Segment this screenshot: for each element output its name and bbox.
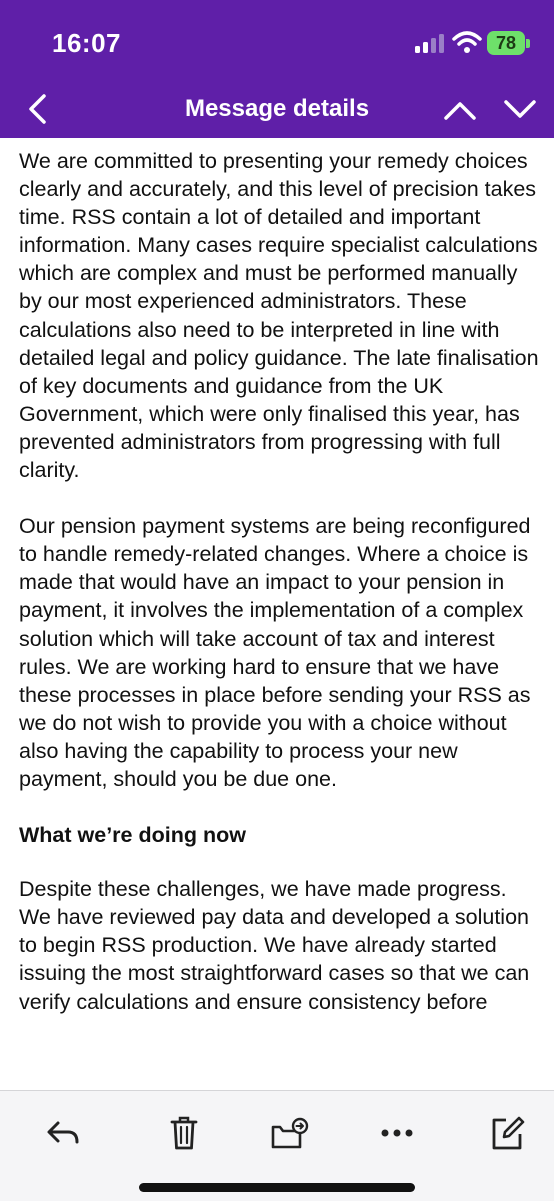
header-bar [0,0,554,138]
battery-tip [526,39,530,48]
battery-level: 78 [495,33,517,53]
message-body [19,147,539,1087]
chevron-up-icon[interactable] [440,92,480,128]
section-heading: What we’re doing now [19,823,246,848]
page-title: Message details [184,95,370,122]
more-icon[interactable] [377,1113,417,1153]
trash-icon[interactable] [164,1113,204,1153]
move-to-folder-icon[interactable] [270,1113,310,1153]
battery-charging-icon [487,31,525,55]
compose-icon[interactable] [488,1113,528,1153]
paragraph: We are committed to presenting your remedy choices clearly and accurately, and this level of precision takes time. RSS contain a lot of detailed and important information. Many cases require specialist calculations which are complex and must be performed manually by our most experienced administrators. These calculations also need to be interpreted in line with detailed legal and policy guidance. The late finalisation of key documents and guidance from the UK Government, which were only finalised this year, has prevented administrators from progressing with full clarity. [19,149,539,483]
chevron-down-icon[interactable] [500,92,540,128]
wifi-icon [452,30,482,54]
paragraph: Despite these challenges, we have made progress. We have reviewed pay data and developed a solution to begin RSS production. We have already started issuing the most straightforward cases so that we can verify calculations and ensure consistency before [19,877,530,1014]
status-time: 16:07 [52,28,121,58]
signal-icon [415,33,445,53]
reply-icon[interactable] [44,1113,84,1153]
paragraph: Our pension payment systems are being reconfigured to handle remedy-related changes. Where a choice is made that would have an impact to your pension in payment, it involves the implementation of a complex solution which will take account of tax and interest rules. We are working hard to ensure that we have these processes in place before sending your RSS as we do not wish to provide you with a choice without also having the capability to process your new payment, should you be due one. [19,514,531,791]
home-indicator [139,1183,415,1192]
